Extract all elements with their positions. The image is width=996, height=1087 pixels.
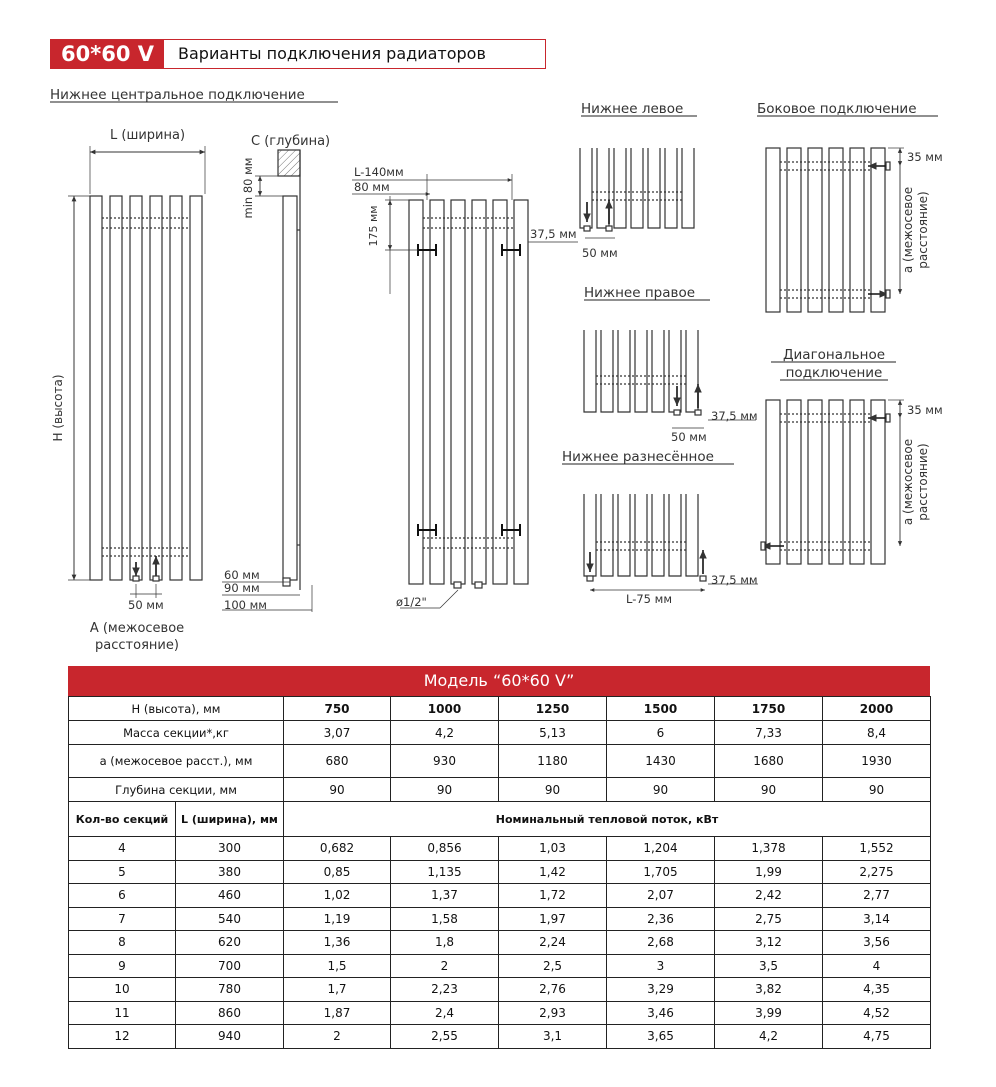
flux-cell: 2,23	[391, 978, 499, 1002]
flux-cell: 1,72	[499, 884, 607, 908]
depth-value: 90	[499, 778, 607, 802]
flux-cell: 3,65	[607, 1025, 715, 1049]
flux-cell: 3,5	[715, 954, 823, 978]
flux-cell: 1,135	[391, 860, 499, 884]
table-row	[69, 978, 931, 1002]
label-axis-side-2: расстояние)	[916, 191, 930, 269]
label-axis-diag-1: a (межосевое	[901, 438, 915, 526]
label-50-right: 50 мм	[671, 430, 707, 444]
flux-cell: 0,682	[284, 837, 391, 861]
spec-table	[68, 696, 931, 1049]
axis-label: a (межосевое расст.), мм	[69, 745, 284, 778]
height-value: 2000	[823, 697, 931, 721]
flux-cell: 3	[607, 954, 715, 978]
flux-cell: 1,204	[607, 837, 715, 861]
height-value: 1750	[715, 697, 823, 721]
flux-cell: 3,14	[823, 907, 931, 931]
table-row	[69, 954, 931, 978]
flux-cell: 0,856	[391, 837, 499, 861]
sections-cell: 6	[69, 884, 176, 908]
flux-cell: 1,19	[284, 907, 391, 931]
width-cell: 540	[176, 907, 284, 931]
depth-value: 90	[284, 778, 391, 802]
width-cell: 380	[176, 860, 284, 884]
label-90: 90 мм	[224, 581, 260, 595]
col-sections: Кол-во секций	[69, 802, 176, 837]
width-cell: 780	[176, 978, 284, 1002]
axis-value: 680	[284, 745, 391, 778]
title-bottom-spread: Нижнее разнесённое	[562, 449, 714, 465]
label-l75: L-75 мм	[626, 592, 672, 606]
label-l140: L-140мм	[354, 165, 404, 179]
flux-cell: 1,36	[284, 931, 391, 955]
radiator-side-view	[222, 150, 312, 612]
row-mass	[69, 721, 931, 745]
table-row	[69, 884, 931, 908]
label-min80: min 80 мм	[241, 157, 255, 219]
flux-cell: 4	[823, 954, 931, 978]
flux-cell: 1,5	[284, 954, 391, 978]
height-value: 1250	[499, 697, 607, 721]
table-row	[69, 931, 931, 955]
row-depth	[69, 778, 931, 802]
mass-value: 5,13	[499, 721, 607, 745]
table-row	[69, 1025, 931, 1049]
row-subheader	[69, 802, 931, 837]
depth-value: 90	[391, 778, 499, 802]
label-375-right: 37,5 мм	[711, 409, 758, 423]
label-375-spread: 37,5 мм	[711, 573, 758, 587]
flux-cell: 1,7	[284, 978, 391, 1002]
radiator-detail-view	[409, 200, 528, 584]
flux-cell: 1,99	[715, 860, 823, 884]
title-bottom-left: Нижнее левое	[581, 101, 684, 117]
flux-cell: 2	[391, 954, 499, 978]
flux-cell: 3,82	[715, 978, 823, 1002]
flux-cell: 1,58	[391, 907, 499, 931]
diagram-bottom-center	[68, 146, 578, 612]
flux-cell: 4,35	[823, 978, 931, 1002]
row-height	[69, 697, 931, 721]
diagram-diagonal	[761, 400, 904, 564]
width-cell: 860	[176, 1001, 284, 1025]
label-35-diag: 35 мм	[907, 403, 943, 417]
flux-cell: 1,02	[284, 884, 391, 908]
label-axis-2: расстояние)	[95, 638, 179, 653]
section-title: Варианты подключения радиаторов	[178, 44, 486, 63]
mass-value: 6	[607, 721, 715, 745]
depth-value: 90	[715, 778, 823, 802]
axis-value: 1680	[715, 745, 823, 778]
col-width: L (ширина), мм	[176, 802, 284, 837]
label-175: 175 мм	[367, 205, 380, 247]
axis-value: 1430	[607, 745, 715, 778]
table-title: Модель “60*60 V”	[68, 666, 930, 696]
axis-value: 1180	[499, 745, 607, 778]
flux-cell: 1,552	[823, 837, 931, 861]
sections-cell: 12	[69, 1025, 176, 1049]
label-100: 100 мм	[224, 598, 267, 612]
title-bottom-center: Нижнее центральное подключение	[50, 87, 305, 103]
mass-value: 4,2	[391, 721, 499, 745]
table-row	[69, 907, 931, 931]
label-50-left: 50 мм	[582, 246, 618, 260]
title-diagonal-1: Диагональное	[782, 347, 886, 363]
title-diagonal-2: подключение	[785, 365, 883, 381]
flux-cell: 4,52	[823, 1001, 931, 1025]
flux-cell: 2,75	[715, 907, 823, 931]
depth-label: Глубина секции, мм	[69, 778, 284, 802]
label-60: 60 мм	[224, 568, 260, 582]
flux-cell: 1,705	[607, 860, 715, 884]
label-35-side: 35 мм	[907, 150, 943, 164]
flux-cell: 2,24	[499, 931, 607, 955]
flux-cell: 2,275	[823, 860, 931, 884]
height-value: 1000	[391, 697, 499, 721]
width-cell: 700	[176, 954, 284, 978]
flux-cell: 1,42	[499, 860, 607, 884]
sections-cell: 11	[69, 1001, 176, 1025]
label-axis-diag-2: расстояние)	[916, 443, 930, 521]
sections-cell: 10	[69, 978, 176, 1002]
flux-cell: 1,97	[499, 907, 607, 931]
flux-cell: 2,55	[391, 1025, 499, 1049]
model-badge: 60*60 V	[51, 40, 164, 68]
flux-cell: 0,85	[284, 860, 391, 884]
label-axis-1: A (межосевое	[89, 621, 185, 636]
label-50-center: 50 мм	[128, 598, 164, 612]
mass-value: 3,07	[284, 721, 391, 745]
height-label: H (высота), мм	[69, 697, 284, 721]
flux-cell: 3,99	[715, 1001, 823, 1025]
flux-cell: 1,378	[715, 837, 823, 861]
title-bottom-right: Нижнее правое	[584, 285, 696, 301]
flux-cell: 1,03	[499, 837, 607, 861]
row-axis	[69, 745, 931, 778]
width-cell: 940	[176, 1025, 284, 1049]
sections-cell: 7	[69, 907, 176, 931]
diagram-side	[766, 148, 904, 312]
flux-cell: 4,75	[823, 1025, 931, 1049]
mass-value: 8,4	[823, 721, 931, 745]
flux-cell: 3,56	[823, 931, 931, 955]
flux-cell: 2,4	[391, 1001, 499, 1025]
sections-cell: 4	[69, 837, 176, 861]
flux-cell: 2,68	[607, 931, 715, 955]
flux-cell: 2,76	[499, 978, 607, 1002]
width-cell: 620	[176, 931, 284, 955]
table-row	[69, 1001, 931, 1025]
label-375-center: 37,5 мм	[530, 227, 577, 241]
width-cell: 300	[176, 837, 284, 861]
label-pipe: ø1/2"	[396, 595, 427, 609]
flux-cell: 3,29	[607, 978, 715, 1002]
flux-cell: 2,5	[499, 954, 607, 978]
flux-cell: 1,87	[284, 1001, 391, 1025]
flux-cell: 1,8	[391, 931, 499, 955]
label-80: 80 мм	[354, 180, 390, 194]
axis-value: 1930	[823, 745, 931, 778]
flux-cell: 2,93	[499, 1001, 607, 1025]
flux-cell: 1,37	[391, 884, 499, 908]
sections-cell: 8	[69, 931, 176, 955]
flux-cell: 2,42	[715, 884, 823, 908]
flux-cell: 2,77	[823, 884, 931, 908]
title-side: Боковое подключение	[757, 101, 917, 117]
mass-value: 7,33	[715, 721, 823, 745]
label-height: H (высота)	[51, 374, 65, 442]
flux-cell: 3,46	[607, 1001, 715, 1025]
height-value: 1500	[607, 697, 715, 721]
sections-cell: 5	[69, 860, 176, 884]
diagram-bottom-left	[580, 148, 694, 238]
axis-value: 930	[391, 745, 499, 778]
table-row	[69, 837, 931, 861]
table-row	[69, 860, 931, 884]
width-cell: 460	[176, 884, 284, 908]
sections-cell: 9	[69, 954, 176, 978]
label-axis-side-1: a (межосевое	[901, 186, 915, 274]
flux-cell: 4,2	[715, 1025, 823, 1049]
flux-cell: 3,12	[715, 931, 823, 955]
mass-label: Масса секции*,кг	[69, 721, 284, 745]
flux-cell: 2	[284, 1025, 391, 1049]
depth-value: 90	[823, 778, 931, 802]
label-width: L (ширина)	[110, 128, 186, 143]
col-flux: Номинальный тепловой поток, кВт	[284, 802, 931, 837]
height-value: 750	[284, 697, 391, 721]
radiator-front-view	[90, 196, 202, 580]
label-depth: C (глубина)	[251, 134, 331, 149]
flux-cell: 2,36	[607, 907, 715, 931]
flux-cell: 2,07	[607, 884, 715, 908]
depth-value: 90	[607, 778, 715, 802]
flux-cell: 3,1	[499, 1025, 607, 1049]
